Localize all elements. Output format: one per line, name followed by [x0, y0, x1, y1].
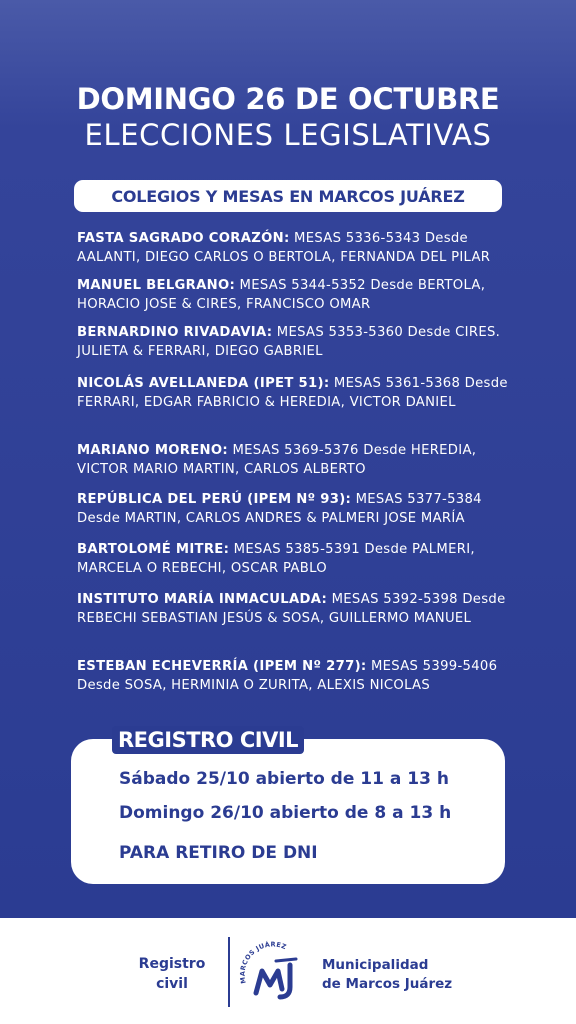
- registro-hours-saturday: Sábado 25/10 abierto de 11 a 13 h: [119, 769, 449, 789]
- school-entry: [77, 229, 509, 267]
- footer-right-line1: Municipalidad: [322, 957, 429, 973]
- school-entry: [77, 540, 509, 578]
- school-detail: MESAS 5369-5376 Desde HEREDIA, VICTOR MARIO MARTIN, CARLOS ALBERTO: [77, 443, 477, 477]
- headline-date: DOMINGO 26 DE OCTUBRE: [76, 82, 500, 116]
- headline-elections: ELECCIONES LEGISLATIVAS: [84, 118, 492, 152]
- footer-registro-civil-label: [122, 954, 222, 994]
- footer-right-line2: de Marcos Juárez: [322, 976, 453, 992]
- municipality-logo-icon: [236, 937, 314, 1007]
- footer-municipality-label: [322, 956, 452, 994]
- school-entry: [77, 323, 509, 361]
- logo-arc-textpath: MARCOS JUÁREZ: [238, 940, 288, 985]
- school-name: ESTEBAN ECHEVERRÍA (IPEM Nº 277):: [77, 659, 367, 674]
- footer-divider: [228, 937, 230, 1007]
- school-detail: MESAS 5399-5406 Desde SOSA, HERMINIA O ZURITA, ALEXIS NICOLAS: [77, 659, 498, 693]
- section-label-pill: [74, 180, 502, 212]
- footer-left-line1: Registro: [138, 956, 206, 972]
- school-name: NICOLÁS AVELLANEDA (IPET 51):: [77, 376, 330, 391]
- section-label: COLEGIOS Y MESAS EN MARCOS JUÁREZ: [111, 186, 465, 206]
- school-entry: [77, 441, 509, 479]
- school-name: MANUEL BELGRANO:: [77, 278, 236, 293]
- logo-accent-stroke: [276, 959, 296, 961]
- school-detail: MESAS 5361-5368 Desde FERRARI, EDGAR FABRICIO & HEREDIA, VICTOR DANIEL: [77, 376, 508, 410]
- school-name: BARTOLOMÉ MITRE:: [77, 542, 230, 557]
- school-name: MARIANO MORENO:: [77, 443, 228, 458]
- school-detail: MESAS 5392-5398 Desde REBECHI SEBASTIAN JESÚS & SOSA, GUILLERMO MANUEL: [77, 592, 506, 626]
- school-name: BERNARDINO RIVADAVIA:: [77, 325, 273, 340]
- school-detail: MESAS 5344-5352 Desde BERTOLA, HORACIO JOSE & CIRES, FRANCISCO OMAR: [77, 278, 486, 312]
- registro-hours-sunday: Domingo 26/10 abierto de 8 a 13 h: [119, 803, 452, 823]
- school-entry: [77, 374, 509, 412]
- school-detail: MESAS 5377-5384 Desde MARTIN, CARLOS ANDRES & PALMERI JOSE MARÍA: [77, 492, 482, 526]
- school-name: INSTITUTO MARÍA INMACULADA:: [77, 592, 328, 607]
- logo-m-shape: [256, 971, 282, 993]
- school-entry: [77, 590, 509, 628]
- school-detail: MESAS 5353-5360 Desde CIRES. JULIETA & FERRARI, DIEGO GABRIEL: [77, 325, 501, 359]
- footer-left-line2: civil: [156, 976, 188, 992]
- school-detail: MESAS 5336-5343 Desde AALANTI, DIEGO CARLOS O BERTOLA, FERNANDA DEL PILAR: [77, 231, 491, 265]
- registro-civil-title: REGISTRO CIVIL: [112, 726, 304, 754]
- registro-dni-note: PARA RETIRO DE DNI: [119, 843, 318, 863]
- school-entry: [77, 657, 509, 695]
- school-entry: [77, 276, 509, 314]
- school-name: FASTA SAGRADO CORAZÓN:: [77, 231, 290, 246]
- school-name: REPÚBLICA DEL PERÚ (IPEM Nº 93):: [77, 492, 352, 507]
- school-detail: MESAS 5385-5391 Desde PALMERI, MARCELA O REBECHI, OSCAR PABLO: [77, 542, 475, 576]
- school-entry: [77, 490, 509, 528]
